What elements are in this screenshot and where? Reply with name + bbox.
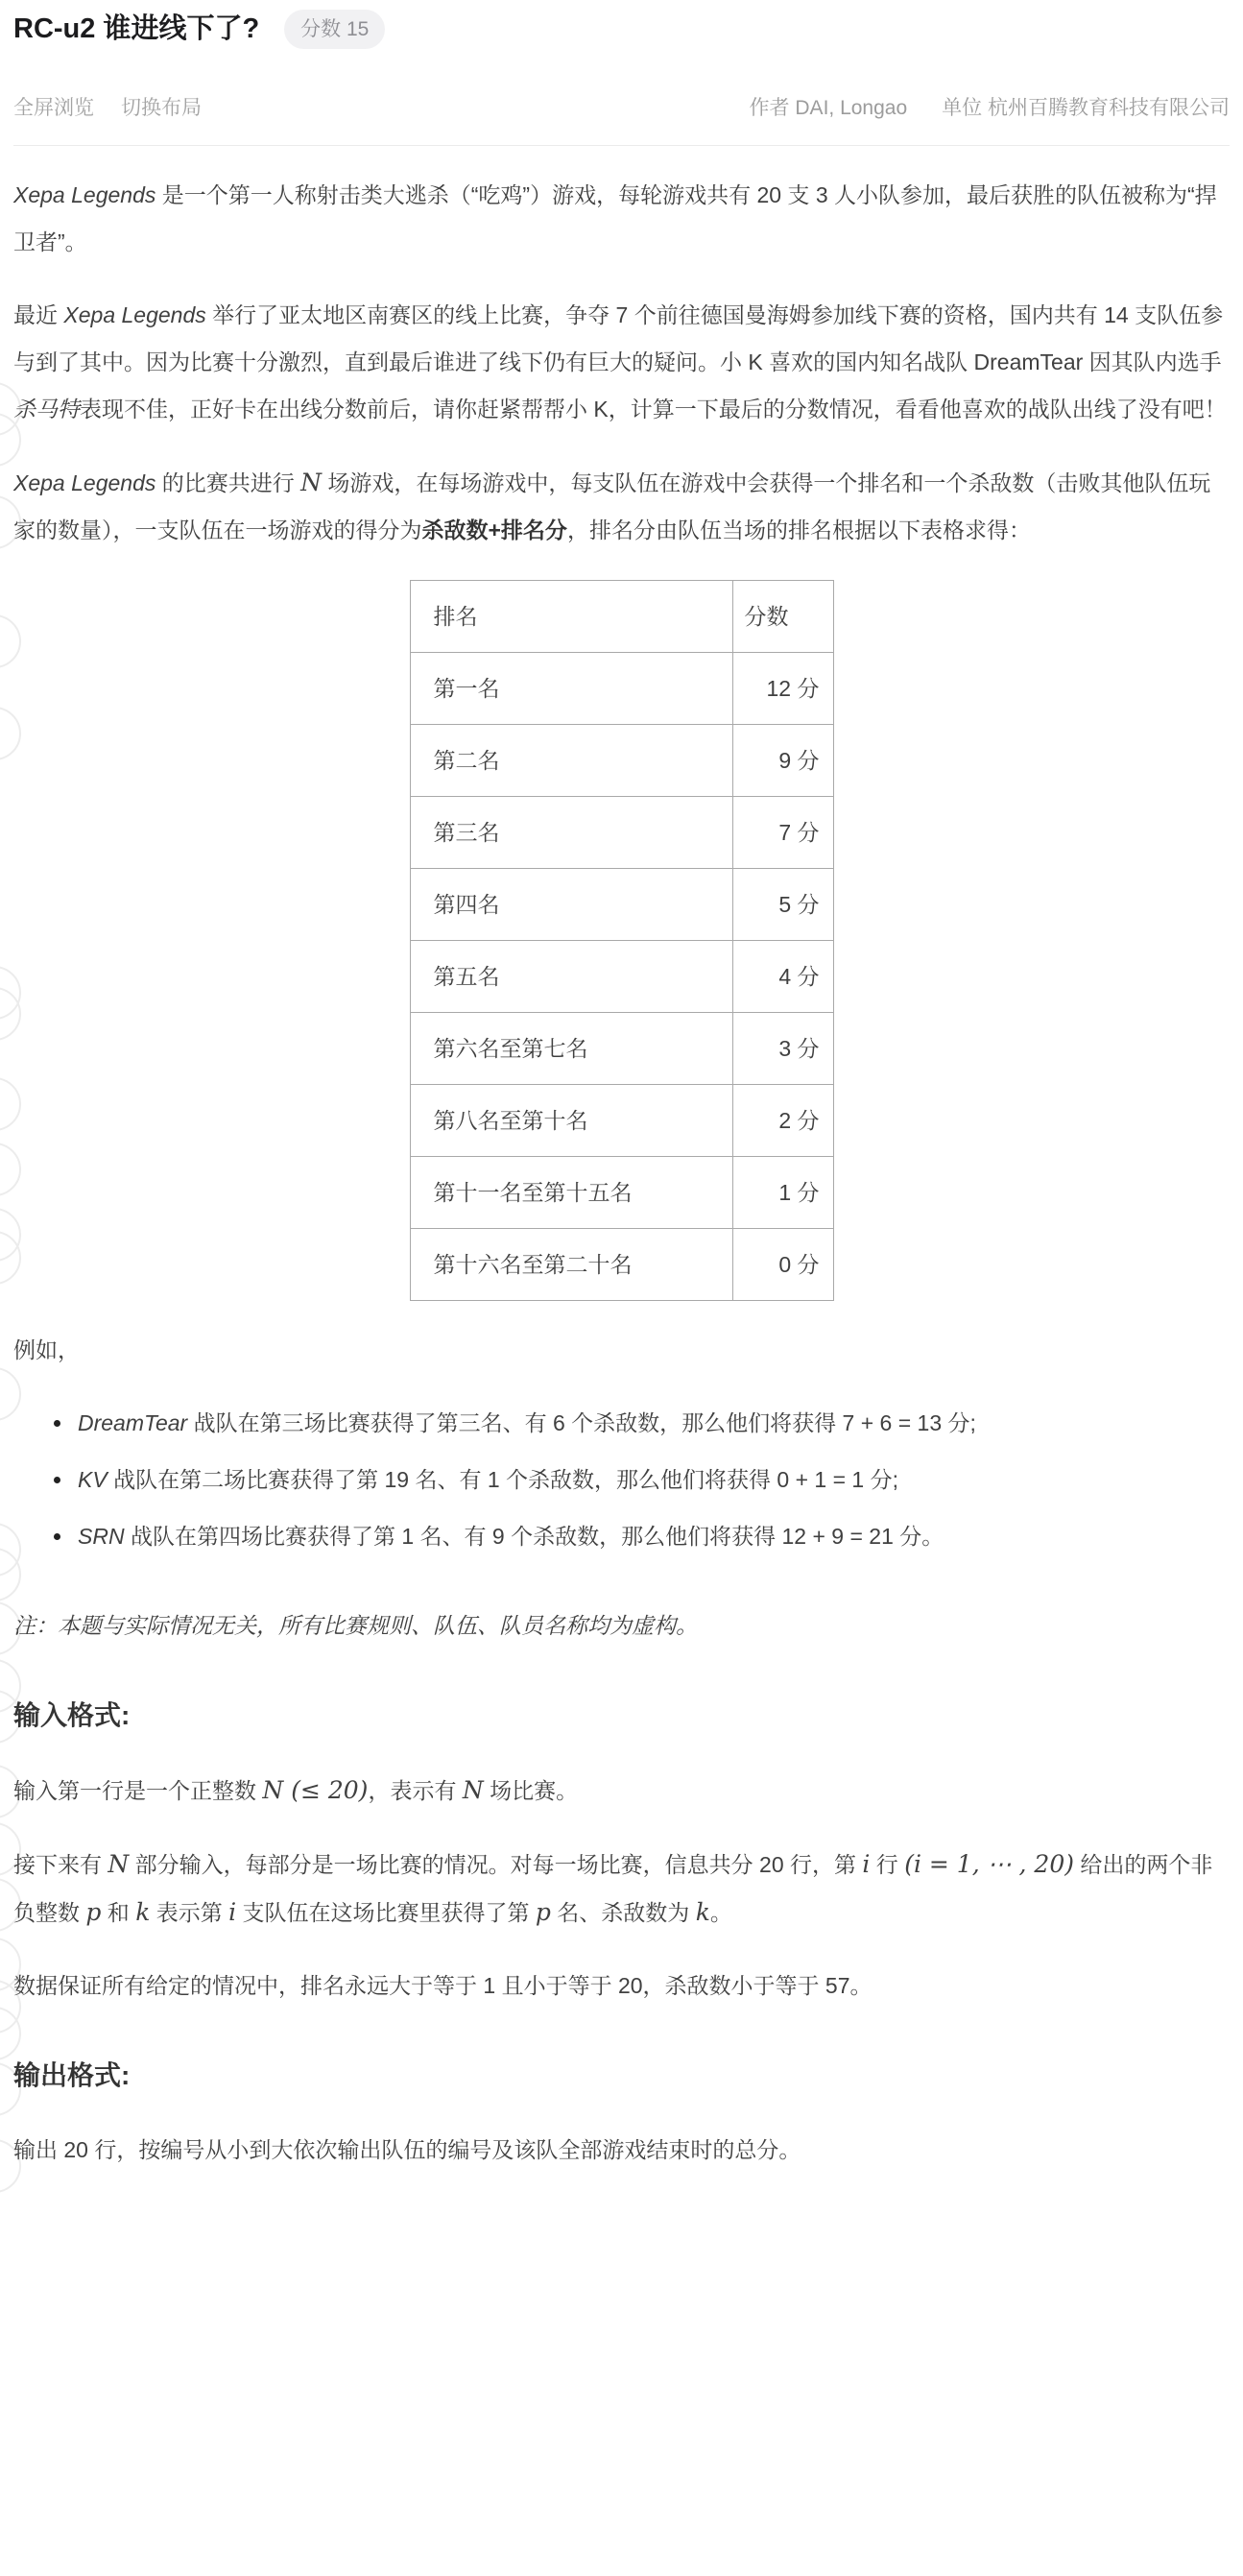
problem-content bbox=[13, 172, 1230, 2174]
text-segment: k bbox=[135, 1898, 151, 1926]
text-segment: 杀敌数+排名分 bbox=[421, 518, 567, 542]
input-paragraph bbox=[13, 1962, 1230, 2010]
text-segment: 接下来有 bbox=[13, 1852, 108, 1877]
examples-list bbox=[13, 1400, 1230, 1560]
rank-score-table bbox=[410, 580, 834, 1301]
table-row bbox=[410, 1085, 833, 1157]
score-cell: 2 分 bbox=[732, 1085, 833, 1157]
text-segment: 杀马特 bbox=[13, 397, 80, 421]
rank-column-header: 排名 bbox=[410, 581, 732, 653]
intro-paragraph bbox=[13, 292, 1230, 433]
example-item bbox=[74, 1513, 1230, 1560]
score-cell: 3 分 bbox=[732, 1013, 833, 1085]
text-segment: (≤ 20) bbox=[283, 1776, 369, 1804]
text-segment: 给出的两个非负整数 bbox=[13, 1852, 1213, 1925]
intro-paragraph bbox=[13, 459, 1230, 554]
author-label: 作者 bbox=[749, 97, 790, 119]
text-segment: Xepa Legends bbox=[13, 182, 156, 207]
output-format-heading: 输出格式: bbox=[13, 2060, 131, 2090]
text-segment: DreamTear bbox=[78, 1410, 188, 1435]
rank-cell: 第四名 bbox=[410, 869, 732, 941]
examples-intro: 例如， bbox=[13, 1337, 80, 1362]
text-segment: i bbox=[228, 1898, 237, 1926]
rank-cell: 第五名 bbox=[410, 941, 732, 1013]
text-segment: 支队伍在这场比赛里获得了第 bbox=[236, 1900, 536, 1925]
page-title: RC-u2 谁进线下了? bbox=[13, 13, 260, 44]
text-segment: 输出 20 行，按编号从小到大依次输出队伍的编号及该队全部游戏结束时的总分。 bbox=[13, 2137, 801, 2162]
text-segment: 名、杀敌数为 bbox=[550, 1900, 696, 1925]
text-segment: k bbox=[695, 1898, 710, 1926]
text-segment: Xepa Legends bbox=[13, 470, 156, 495]
text-segment: 战队在第四场比赛获得了第 1 名、有 9 个杀敌数，那么他们将获得 12 + 9 = 21 分。 bbox=[124, 1524, 944, 1549]
example-item bbox=[74, 1457, 1230, 1504]
score-cell: 5 分 bbox=[732, 869, 833, 941]
score-cell: 12 分 bbox=[732, 653, 833, 725]
table-row bbox=[410, 725, 833, 797]
score-cell: 4 分 bbox=[732, 941, 833, 1013]
text-segment: KV bbox=[78, 1467, 108, 1492]
rank-cell: 第六名至第七名 bbox=[410, 1013, 732, 1085]
text-segment: N bbox=[300, 469, 323, 496]
table-row bbox=[410, 869, 833, 941]
table-row bbox=[410, 797, 833, 869]
author-value: DAI, Longao bbox=[795, 97, 908, 119]
text-segment: ，表示有 bbox=[368, 1778, 463, 1803]
text-segment: 数据保证所有给定的情况中，排名永远大于等于 1 且小于等于 20，杀敌数小于等于 57。 bbox=[13, 1973, 872, 1998]
org-meta bbox=[942, 92, 1230, 121]
rank-cell: 第十六名至第二十名 bbox=[410, 1229, 732, 1301]
text-segment: (i = 1, ⋯ , 20) bbox=[904, 1850, 1074, 1878]
text-segment: ，排名分由队伍当场的排名根据以下表格求得： bbox=[566, 518, 1031, 542]
table-row bbox=[410, 941, 833, 1013]
text-segment: SRN bbox=[78, 1524, 125, 1549]
input-paragraph bbox=[13, 1767, 1230, 1815]
fullscreen-link[interactable]: 全屏浏览 bbox=[13, 97, 94, 119]
text-segment: 部分输入，每部分是一场比赛的情况。对每一场比赛，信息共分 20 行，第 bbox=[129, 1852, 863, 1877]
score-cell: 7 分 bbox=[732, 797, 833, 869]
org-label: 单位 bbox=[942, 97, 983, 119]
text-segment: i bbox=[862, 1850, 871, 1878]
text-segment: 行 bbox=[870, 1852, 905, 1877]
text-segment: 。 bbox=[709, 1900, 732, 1925]
text-segment: 战队在第三场比赛获得了第三名、有 6 个杀敌数，那么他们将获得 7 + 6 = 13 分; bbox=[187, 1410, 976, 1435]
score-cell: 0 分 bbox=[732, 1229, 833, 1301]
input-paragraph bbox=[13, 1841, 1230, 1937]
rank-cell: 第八名至第十名 bbox=[410, 1085, 732, 1157]
table-header-row bbox=[410, 581, 833, 653]
text-segment: N bbox=[262, 1776, 284, 1804]
text-segment: 是一个第一人称射击类大逃杀（“吃鸡”）游戏，每轮游戏共有 20 支 3 人小队参加，最后获胜的队伍被称为“捍卫者”。 bbox=[13, 182, 1217, 254]
toolbar-left bbox=[13, 92, 202, 121]
text-segment: 的比赛共进行 bbox=[155, 470, 301, 495]
table-row bbox=[410, 1229, 833, 1301]
table-row bbox=[410, 1157, 833, 1229]
text-segment: 举行了亚太地区南赛区的线上比赛，争夺 7 个前往德国曼海姆参加线下赛的资格，国内共有 14 支队伍参与到了其中。因为比赛十分激烈，直到最后谁进了线下仍有巨大的疑问。小 K 喜欢的国内知名战队 DreamTear 因其队内选手 bbox=[13, 302, 1224, 374]
rank-cell: 第一名 bbox=[410, 653, 732, 725]
example-item bbox=[74, 1400, 1230, 1447]
toolbar-meta bbox=[750, 92, 1230, 121]
header-divider bbox=[13, 145, 1230, 146]
disclaimer-note bbox=[13, 1602, 1230, 1649]
page-header bbox=[13, 0, 1230, 50]
text-segment: 和 bbox=[101, 1900, 136, 1925]
text-segment: 注：本题与实际情况无关，所有比赛规则、队伍、队员名称均为虚构。 bbox=[13, 1613, 698, 1638]
text-segment: 表现不佳，正好卡在出线分数前后，请你赶紧帮帮小 K，计算一下最后的分数情况，看看他喜欢的战队出线了没有吧！ bbox=[80, 397, 1227, 421]
toggle-layout-link[interactable]: 切换布局 bbox=[121, 97, 202, 119]
text-segment: 输入第一行是一个正整数 bbox=[13, 1778, 263, 1803]
score-column-header: 分数 bbox=[732, 581, 833, 653]
output-paragraph bbox=[13, 2127, 1230, 2174]
table-row bbox=[410, 1013, 833, 1085]
toolbar bbox=[13, 92, 1230, 121]
table-row bbox=[410, 653, 833, 725]
text-segment: p bbox=[85, 1898, 102, 1926]
text-segment: 场比赛。 bbox=[483, 1778, 579, 1803]
org-value: 杭州百腾教育科技有限公司 bbox=[988, 97, 1230, 119]
score-badge: 分数 15 bbox=[284, 10, 385, 49]
text-segment: p bbox=[535, 1898, 551, 1926]
score-cell: 1 分 bbox=[732, 1157, 833, 1229]
rank-cell: 第二名 bbox=[410, 725, 732, 797]
intro-paragraph bbox=[13, 172, 1230, 266]
text-segment: 战队在第二场比赛获得了第 19 名、有 1 个杀敌数，那么他们将获得 0 + 1 = 1 分; bbox=[107, 1467, 898, 1492]
text-segment: N bbox=[462, 1776, 484, 1804]
input-format-heading: 输入格式: bbox=[13, 1700, 131, 1730]
text-segment: 表示第 bbox=[150, 1900, 229, 1925]
score-cell: 9 分 bbox=[732, 725, 833, 797]
text-segment: N bbox=[108, 1850, 130, 1878]
rank-cell: 第十一名至第十五名 bbox=[410, 1157, 732, 1229]
text-segment: 场游戏，在每场游戏中，每支队伍在游戏中会获得一个排名和一个杀敌数（击败其他队伍玩家的数量），一支队伍在一场游戏的得分为 bbox=[13, 470, 1211, 542]
rank-cell: 第三名 bbox=[410, 797, 732, 869]
text-segment: 最近 bbox=[13, 302, 64, 327]
text-segment: Xepa Legends bbox=[63, 302, 206, 327]
author-meta bbox=[750, 92, 908, 121]
